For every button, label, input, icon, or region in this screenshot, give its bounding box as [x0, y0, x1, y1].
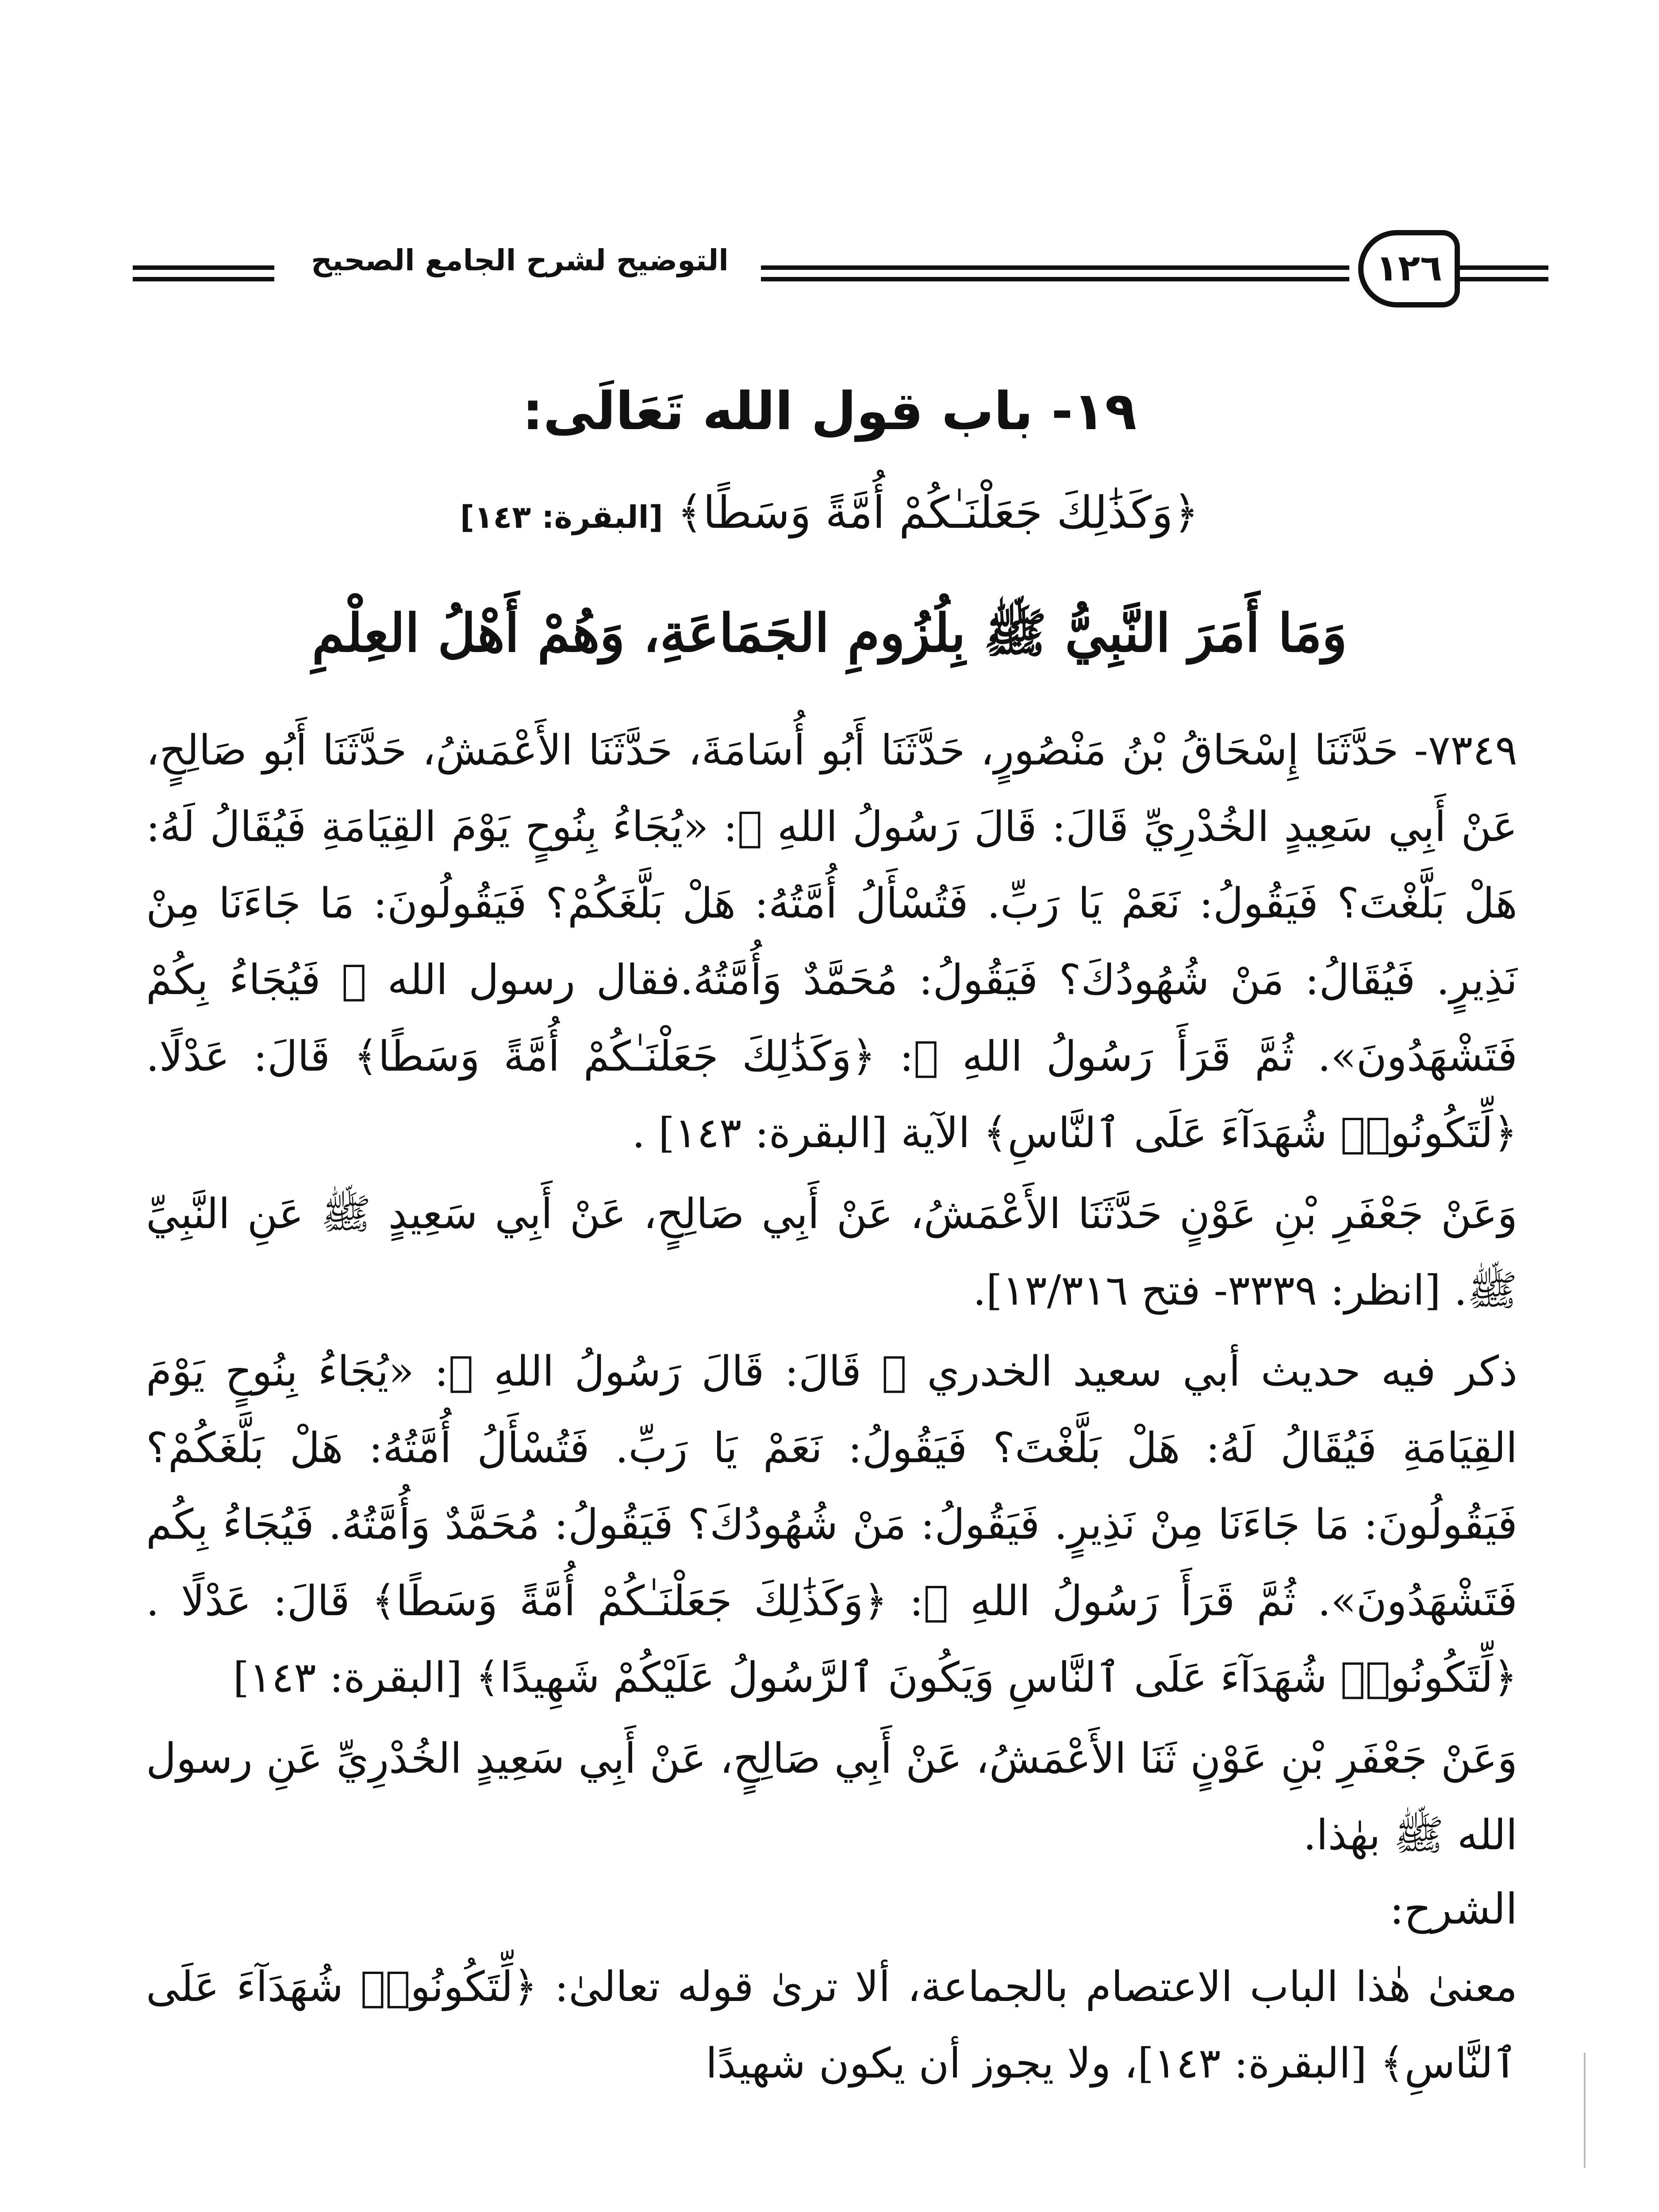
running-header [133, 230, 1504, 319]
header-rule-left [133, 265, 274, 270]
body-text [146, 712, 1517, 2102]
running-title: التوضيح لشرح الجامع الصحيح [311, 243, 729, 277]
chapter-title: ١٩- باب قول الله تَعَالَى: [522, 380, 1137, 442]
hadith-chain-paragraph: وَعَنْ جَعْفَرِ بْنِ عَوْنٍ حَدَّثَنَا الأَعْمَشُ، عَنْ أَبِي صَالِحٍ، عَنْ أَبِي سَعِيدٍ ﷺ عَنِ النَّبِيِّ ﷺ. [انظر: ٣٣٣٩- فتح ١٣/٣١٦]. [146, 1190, 1517, 1315]
chapter-verse-line [133, 487, 1526, 538]
header-rule-middle [761, 265, 1349, 270]
sharh-label: الشرح: [1390, 1884, 1517, 1934]
page-number: ١٢٦ [1358, 230, 1460, 307]
commentary-paragraph: ذكر فيه حديث أبي سعيد الخدري ﷺ قَالَ: قَالَ رَسُولُ اللهِ ﷺ: «يُجَاءُ بِنُوحٍ يَوْمَ القِيَامَةِ فَيُقَالُ لَهُ: هَلْ بَلَّغْتَ؟ فَيَقُولُ: نَعَمْ يَا رَبِّ. فَتُسْأَلُ أُمَّتُهُ: هَلْ بَلَّغَكُمْ؟ فَيَقُولُونَ: مَا جَاءَنَا مِنْ نَذِيرٍ. فَيَقُولُ: مَنْ شُهُودُكَ؟ فَيَقُولُ: مُحَمَّدٌ وَأُمَّتُهُ. فَيُجَاءُ بِكُم فَتَشْهَدُونَ». ثُمَّ قَرَأَ رَسُولُ اللهِ ﷺ: ﴿وَكَذَٰلِكَ جَعَلْنَـٰكُمْ أُمَّةً وَسَطًا﴾ قَالَ: عَدْلًا .﴿لِّتَكُونُوا۟ شُهَدَآءَ عَلَى ٱلنَّاسِ وَيَكُونَ ٱلرَّسُولُ عَلَيْكُمْ شَهِيدًا﴾ [البقرة: ١٤٣] [146, 1348, 1517, 1702]
sharh-paragraph: معنىٰ هٰذا الباب الاعتصام بالجماعة، ألا ترىٰ قوله تعالىٰ: ﴿لِّتَكُونُوا۟ شُهَدَآءَ عَلَى ٱلنَّاسِ﴾ [البقرة: ١٤٣]، ولا يجوز أن يكون شهيدًا [146, 1963, 1517, 2088]
header-rule-right [1460, 265, 1548, 270]
chapter-verse-reference: [البقرة: ١٤٣] [460, 499, 663, 535]
commentary-chain-paragraph: وَعَنْ جَعْفَرِ بْنِ عَوْنٍ ثَنَا الأَعْمَشُ، عَنْ أَبِي صَالِحٍ، عَنْ أَبِي سَعِيدٍ الخُدْرِيِّ عَنِ رسول الله ﷺ بهٰذا. [146, 1735, 1517, 1859]
margin-mark [1584, 2053, 1586, 2168]
hadith-paragraph: ٧٣٤٩- حَدَّثَنَا إِسْحَاقُ بْنُ مَنْصُورٍ، حَدَّثَنَا أَبُو أُسَامَةَ، حَدَّثَنَا الأَعْمَشُ، حَدَّثَنَا أَبُو صَالِحٍ، عَنْ أَبِي سَعِيدٍ الخُدْرِيِّ قَالَ: قَالَ رَسُولُ اللهِ ﷺ: «يُجَاءُ بِنُوحٍ يَوْمَ القِيَامَةِ فَيُقَالُ لَهُ: هَلْ بَلَّغْتَ؟ فَيَقُولُ: نَعَمْ يَا رَبِّ. فَتُسْأَلُ أُمَّتُهُ: هَلْ بَلَّغَكُمْ؟ فَيَقُولُونَ: مَا جَاءَنَا مِنْ نَذِيرٍ. فَيُقَالُ: مَنْ شُهُودُكَ؟ فَيَقُولُ: مُحَمَّدٌ وَأُمَّتُهُ.فقال رسول الله ﷺ فَيُجَاءُ بِكُمْ فَتَشْهَدُونَ». ثُمَّ قَرَأَ رَسُولُ اللهِ ﷺ: ﴿وَكَذَٰلِكَ جَعَلْنَـٰكُمْ أُمَّةً وَسَطًا﴾ قَالَ: عَدْلًا. ﴿لِّتَكُونُوا۟ شُهَدَآءَ عَلَى ٱلنَّاسِ﴾ الآية [البقرة: ١٤٣] . [146, 726, 1517, 1157]
chapter-verse: ﴿وَكَذَٰلِكَ جَعَلْنَـٰكُمْ أُمَّةً وَسَطًا﴾ [677, 487, 1199, 538]
chapter-subtitle: وَمَا أَمَرَ النَّبِيُّ ﷺ بِلُزُومِ الجَمَاعَةِ، وَهُمْ أَهْلُ العِلْمِ [311, 602, 1347, 664]
